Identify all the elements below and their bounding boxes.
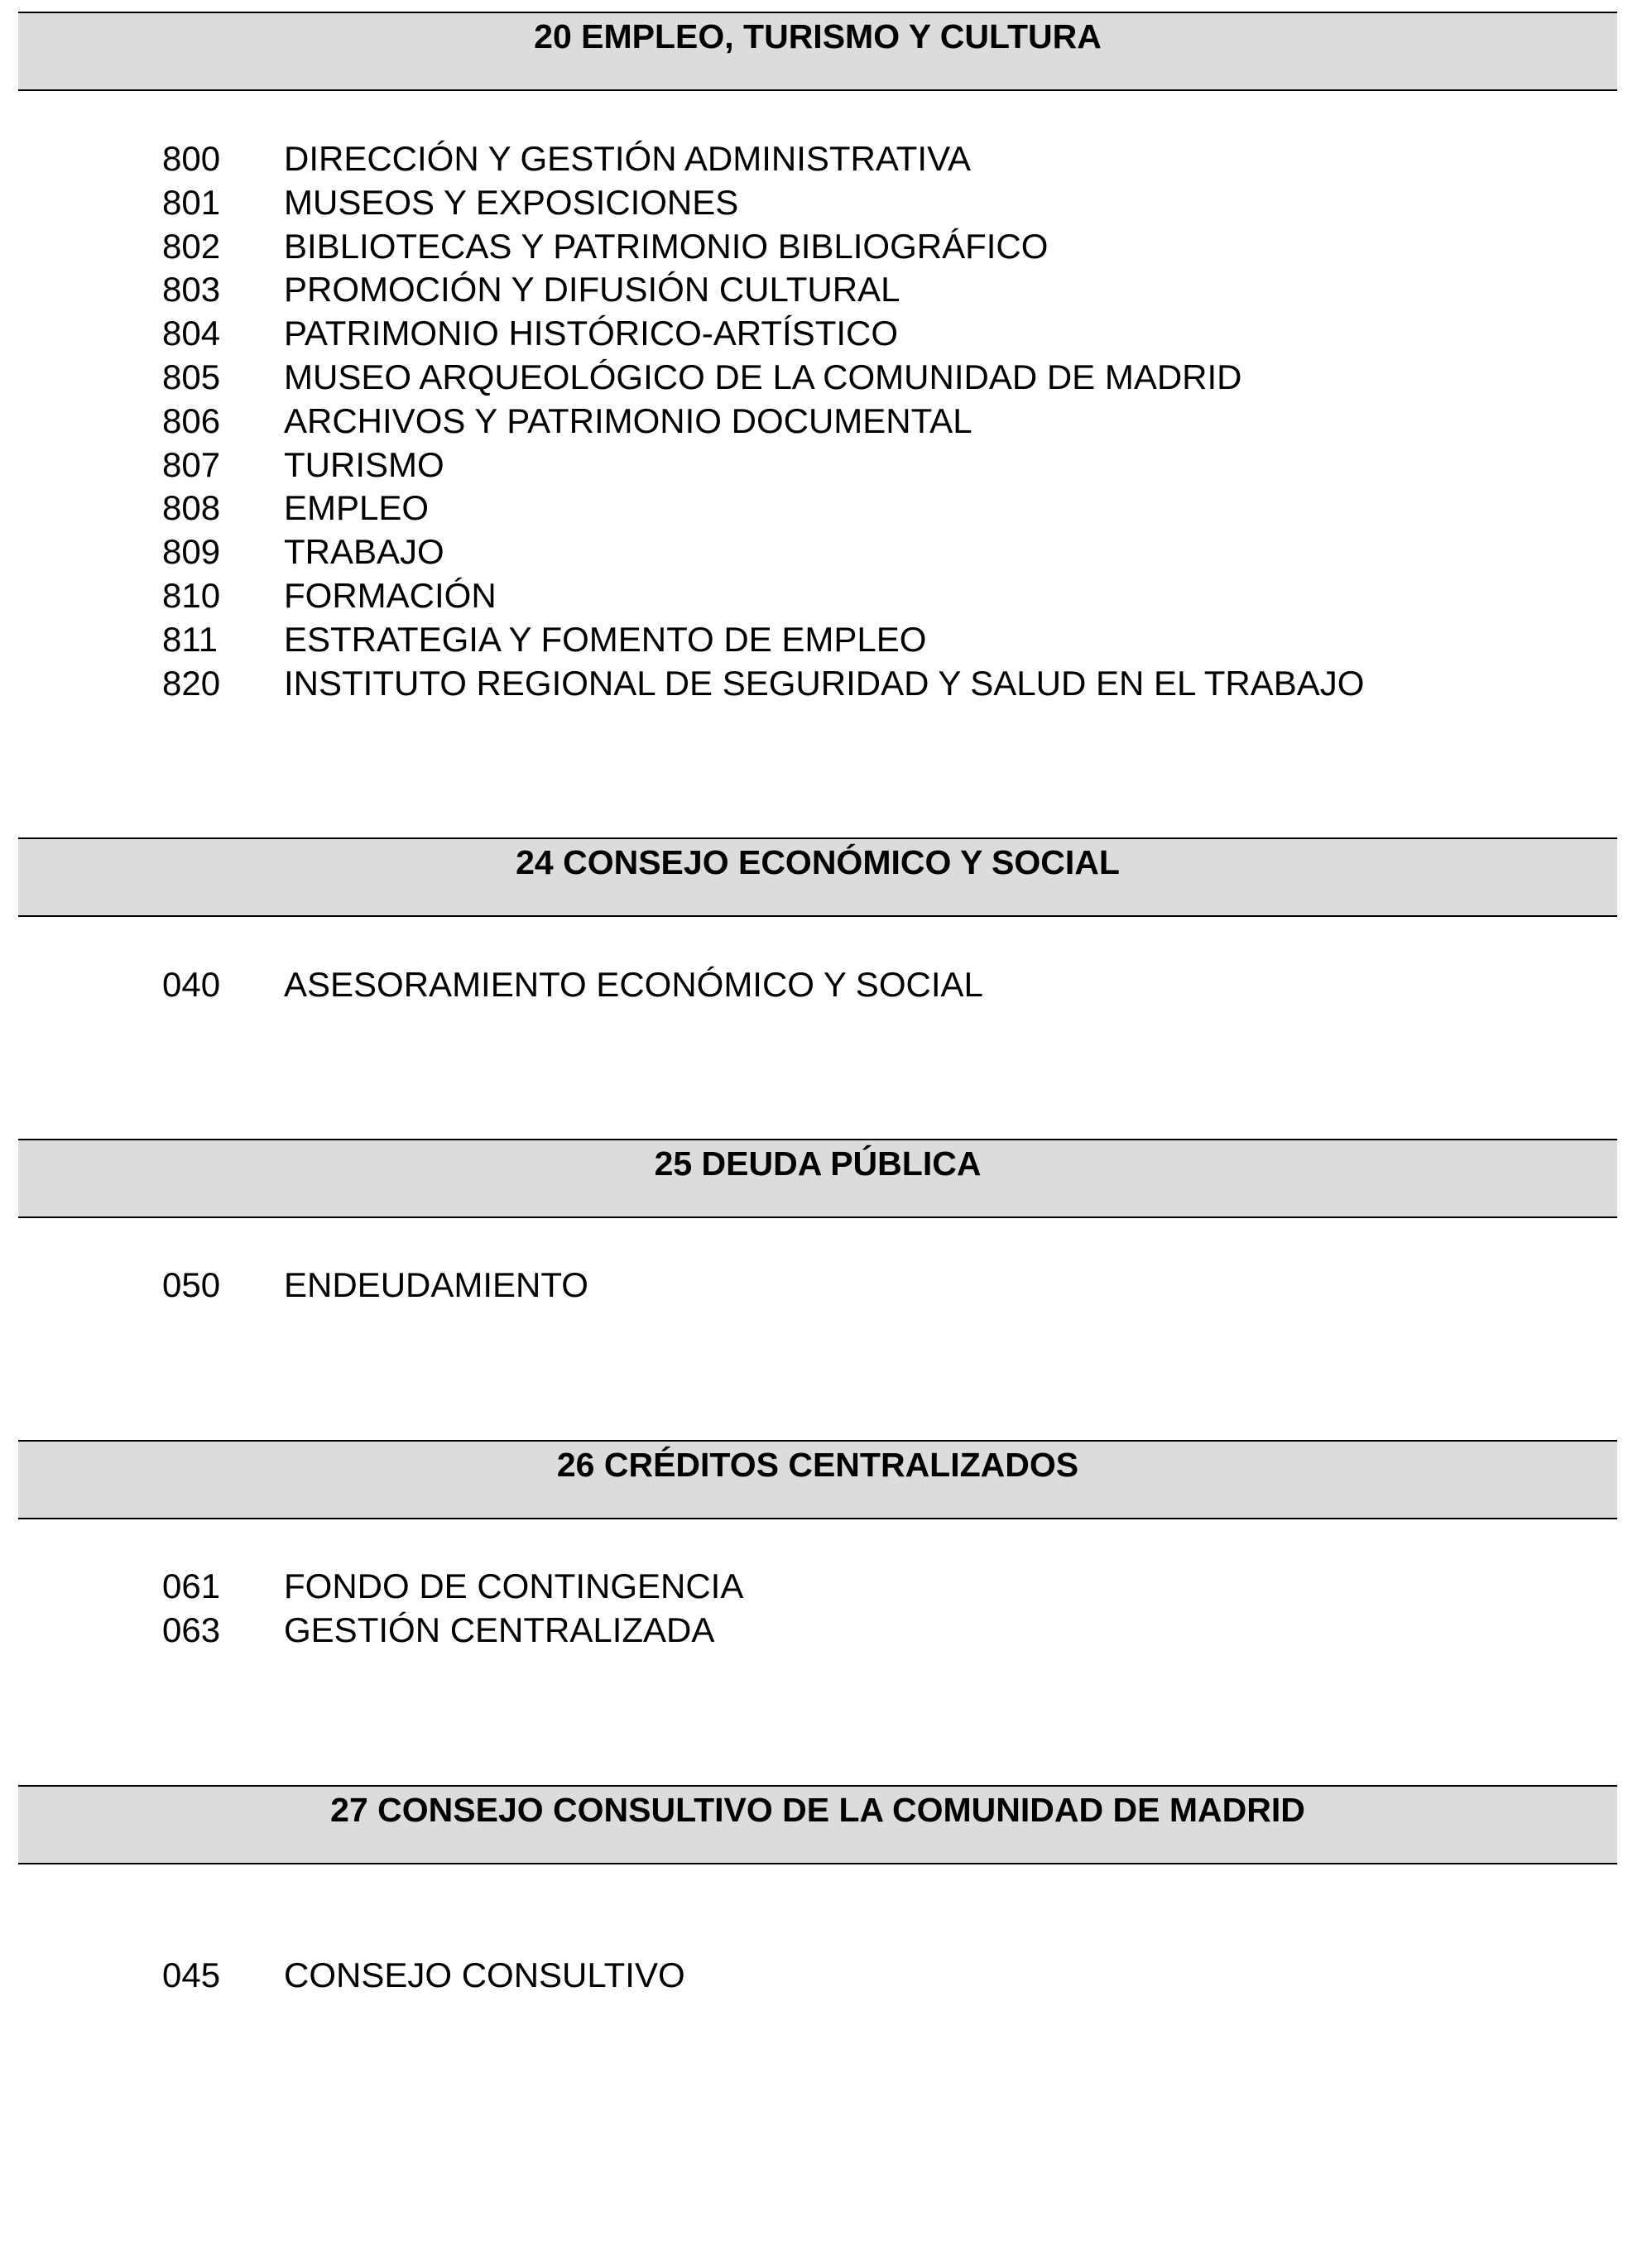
item-label: ENDEUDAMIENTO xyxy=(284,1265,588,1304)
item-code: 811 xyxy=(162,619,218,659)
item-list xyxy=(0,1264,1652,1308)
item-code: 045 xyxy=(162,1955,221,1994)
item-label: CONSEJO CONSULTIVO xyxy=(284,1955,685,1994)
item-label: DIRECCIÓN Y GESTIÓN ADMINISTRATIVA xyxy=(284,139,972,178)
item-list xyxy=(0,1954,1652,1998)
item-code: 800 xyxy=(162,139,221,178)
list-item xyxy=(0,1954,1652,1998)
item-code: 805 xyxy=(162,357,221,396)
item-label: MUSEO ARQUEOLÓGICO DE LA COMUNIDAD DE MADRID xyxy=(284,357,1242,396)
item-label: EMPLEO xyxy=(284,488,430,528)
item-label: TRABAJO xyxy=(284,532,444,572)
item-code: 820 xyxy=(162,663,221,703)
section-title: 24 CONSEJO ECONÓMICO Y SOCIAL xyxy=(516,843,1120,881)
item-label: FORMACIÓN xyxy=(284,575,497,615)
item-code: 808 xyxy=(162,488,221,528)
item-label: TURISMO xyxy=(284,444,444,484)
item-label: MUSEOS Y EXPOSICIONES xyxy=(284,182,739,222)
section-title: 20 EMPLEO, TURISMO Y CULTURA xyxy=(534,17,1102,55)
item-code: 809 xyxy=(162,532,221,572)
section-header xyxy=(18,837,1617,917)
list-item xyxy=(0,1609,1652,1653)
item-code: 806 xyxy=(162,401,221,440)
list-item xyxy=(0,662,1652,706)
item-label: FONDO DE CONTINGENCIA xyxy=(284,1567,744,1605)
list-item xyxy=(0,1565,1652,1609)
list-item xyxy=(0,487,1652,530)
item-label: PATRIMONIO HISTÓRICO-ARTÍSTICO xyxy=(284,314,899,353)
list-item xyxy=(0,574,1652,618)
list-item xyxy=(0,181,1652,225)
list-item xyxy=(0,444,1652,487)
item-code: 061 xyxy=(162,1567,221,1605)
list-item xyxy=(0,963,1652,1007)
item-code: 801 xyxy=(162,182,221,222)
item-code: 040 xyxy=(162,965,221,1004)
list-item xyxy=(0,137,1652,181)
list-item xyxy=(0,530,1652,574)
list-item xyxy=(0,225,1652,269)
section-title: 25 DEUDA PÚBLICA xyxy=(654,1144,982,1183)
section-title: 26 CRÉDITOS CENTRALIZADOS xyxy=(556,1446,1079,1484)
section-header xyxy=(18,12,1617,91)
item-code: 810 xyxy=(162,575,221,615)
item-list xyxy=(0,137,1652,705)
item-code: 803 xyxy=(162,270,221,310)
item-code: 050 xyxy=(162,1265,221,1304)
list-item xyxy=(0,356,1652,400)
item-code: 063 xyxy=(162,1610,221,1649)
section-header xyxy=(18,1440,1617,1519)
section-header xyxy=(18,1139,1617,1218)
item-label: ESTRATEGIA Y FOMENTO DE EMPLEO xyxy=(284,619,927,659)
item-label: ARCHIVOS Y PATRIMONIO DOCUMENTAL xyxy=(284,401,972,440)
list-item xyxy=(0,312,1652,356)
list-item xyxy=(0,268,1652,312)
item-label: BIBLIOTECAS Y PATRIMONIO BIBLIOGRÁFICO xyxy=(284,226,1049,266)
item-label: GESTIÓN CENTRALIZADA xyxy=(284,1610,715,1649)
section-header xyxy=(18,1785,1617,1864)
item-code: 804 xyxy=(162,314,221,353)
item-code: 807 xyxy=(162,444,221,484)
item-label: ASESORAMIENTO ECONÓMICO Y SOCIAL xyxy=(284,965,983,1004)
item-list xyxy=(0,1565,1652,1653)
item-label: PROMOCIÓN Y DIFUSIÓN CULTURAL xyxy=(284,270,900,310)
list-item xyxy=(0,1264,1652,1308)
section-title: 27 CONSEJO CONSULTIVO DE LA COMUNIDAD DE MADRID xyxy=(330,1791,1305,1829)
item-list xyxy=(0,963,1652,1007)
item-code: 802 xyxy=(162,226,221,266)
list-item xyxy=(0,400,1652,444)
item-label: INSTITUTO REGIONAL DE SEGURIDAD Y SALUD EN EL TRABAJO xyxy=(284,663,1365,703)
list-item xyxy=(0,618,1652,662)
